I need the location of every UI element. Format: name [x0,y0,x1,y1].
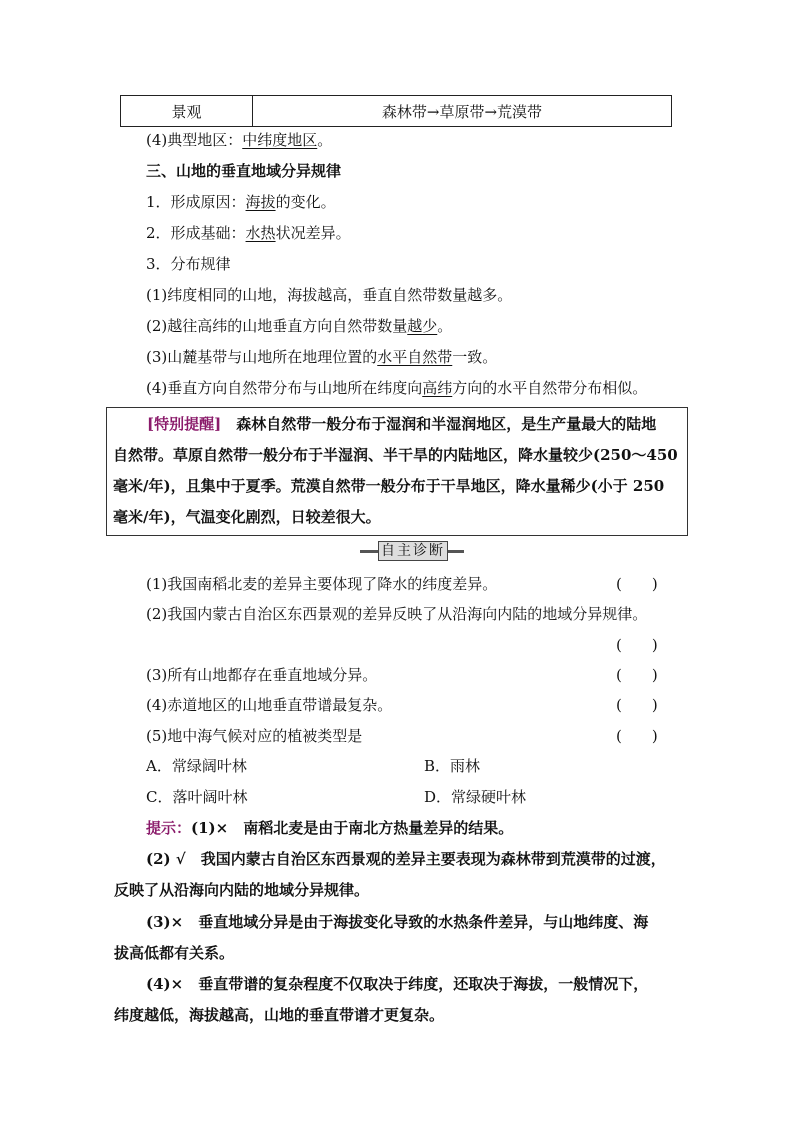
answer-3-line-1: (3)× 垂直地域分异是由于海拔变化导致的水热条件差异，与山地纬度、海 [146,913,649,931]
text: 一致。 [452,348,498,366]
answer-blank: ( ) [616,666,658,684]
note-line-1 [147,414,656,434]
underlined-answer: 高纬 [422,379,453,397]
question-3: (3)所有山地都存在垂直地域分异。 [146,666,378,684]
option-b: B．雨林 [424,757,481,775]
text: 。 [317,131,333,149]
underlined-answer: 海拔 [245,193,276,211]
text: 2．形成基础： [146,224,246,242]
text: (4)典型地区： [146,131,243,149]
option-a: A．常绿阔叶林 [146,757,247,775]
text: 1．形成原因： [146,193,246,211]
basis-line [146,223,351,243]
answer-2-line-2: 反映了从沿海向内陆的地域分异规律。 [114,881,370,899]
text: 。 [437,317,453,335]
rule-4 [146,378,647,398]
reminder-tag: [特别提醒] [147,415,222,433]
special-reminder-box [106,407,688,536]
text: (4)垂直方向自然带分布与山地所在纬度向 [146,379,423,397]
text: 方向的水平自然带分布相似。 [452,379,648,397]
note-line-2: 自然带。草原自然带一般分布于半湿润、半干旱的内陆地区，降水量较少(250～450 [113,446,678,464]
underlined-answer: 水热 [245,224,276,242]
answer-blank: ( ) [616,636,658,654]
distribution-heading: 3．分布规律 [146,255,231,273]
section-heading-3: 三、山地的垂直地域分异规律 [146,162,342,180]
answer-3-line-2: 拔高低都有关系。 [114,944,235,962]
text: 状况差异。 [275,224,351,242]
option-c: C．落叶阔叶林 [146,788,248,806]
question-1: (1)我国南稻北麦的差异主要体现了降水的纬度差异。 [146,575,498,593]
rule-2 [146,316,452,336]
underlined-answer: 越少 [407,317,438,335]
text: (1)× 南稻北麦是由于南北方热量差异的结果。 [191,819,514,837]
table-label-cell: 景观 [121,96,253,126]
landscape-table [120,95,672,127]
text: 森林自然带一般分布于湿润和半湿润地区，是生产量最大的陆地 [221,415,657,433]
hint-label: 提示： [146,819,192,837]
question-5: (5)地中海气候对应的植被类型是 [146,727,363,745]
answer-4-line-1: (4)× 垂直带谱的复杂程度不仅取决于纬度，还取决于海拔，一般情况下， [146,975,649,993]
cause-line [146,192,336,212]
text: (2)越往高纬的山地垂直方向自然带数量 [146,317,408,335]
rule-3 [146,347,497,367]
self-diagnosis-banner [360,541,464,561]
question-2: (2)我国内蒙古自治区东西景观的差异反映了从沿海向内陆的地域分异规律。 [146,605,648,623]
rule-1: (1)纬度相同的山地，海拔越高，垂直自然带数量越多。 [146,286,513,304]
answer-4-line-2: 纬度越低，海拔越高，山地的垂直带谱才更复杂。 [114,1006,445,1024]
table-value-cell: 森林带→草原带→荒漠带 [381,102,543,121]
answer-blank: ( ) [616,727,658,745]
typical-region-line [146,130,332,150]
underlined-answer: 中纬度地区 [242,131,318,149]
underlined-answer: 水平自然带 [377,348,453,366]
banner-label: 自主诊断 [378,541,448,561]
text: 的变化。 [275,193,336,211]
answer-blank: ( ) [616,696,658,714]
answer-2-line-1: (2) √ 我国内蒙古自治区东西景观的差异主要表现为森林带到荒漠带的过渡， [146,850,666,868]
note-line-4: 毫米/年)，气温变化剧烈，日较差很大。 [113,508,381,526]
question-4: (4)赤道地区的山地垂直带谱最复杂。 [146,696,393,714]
note-line-3: 毫米/年)，且集中于夏季。荒漠自然带一般分布于干旱地区，降水量稀少(小于 250 [113,477,665,495]
text: (3)山麓基带与山地所在地理位置的 [146,348,378,366]
option-d: D．常绿硬叶林 [424,788,527,806]
answer-1 [146,818,513,838]
answer-blank: ( ) [616,575,658,593]
